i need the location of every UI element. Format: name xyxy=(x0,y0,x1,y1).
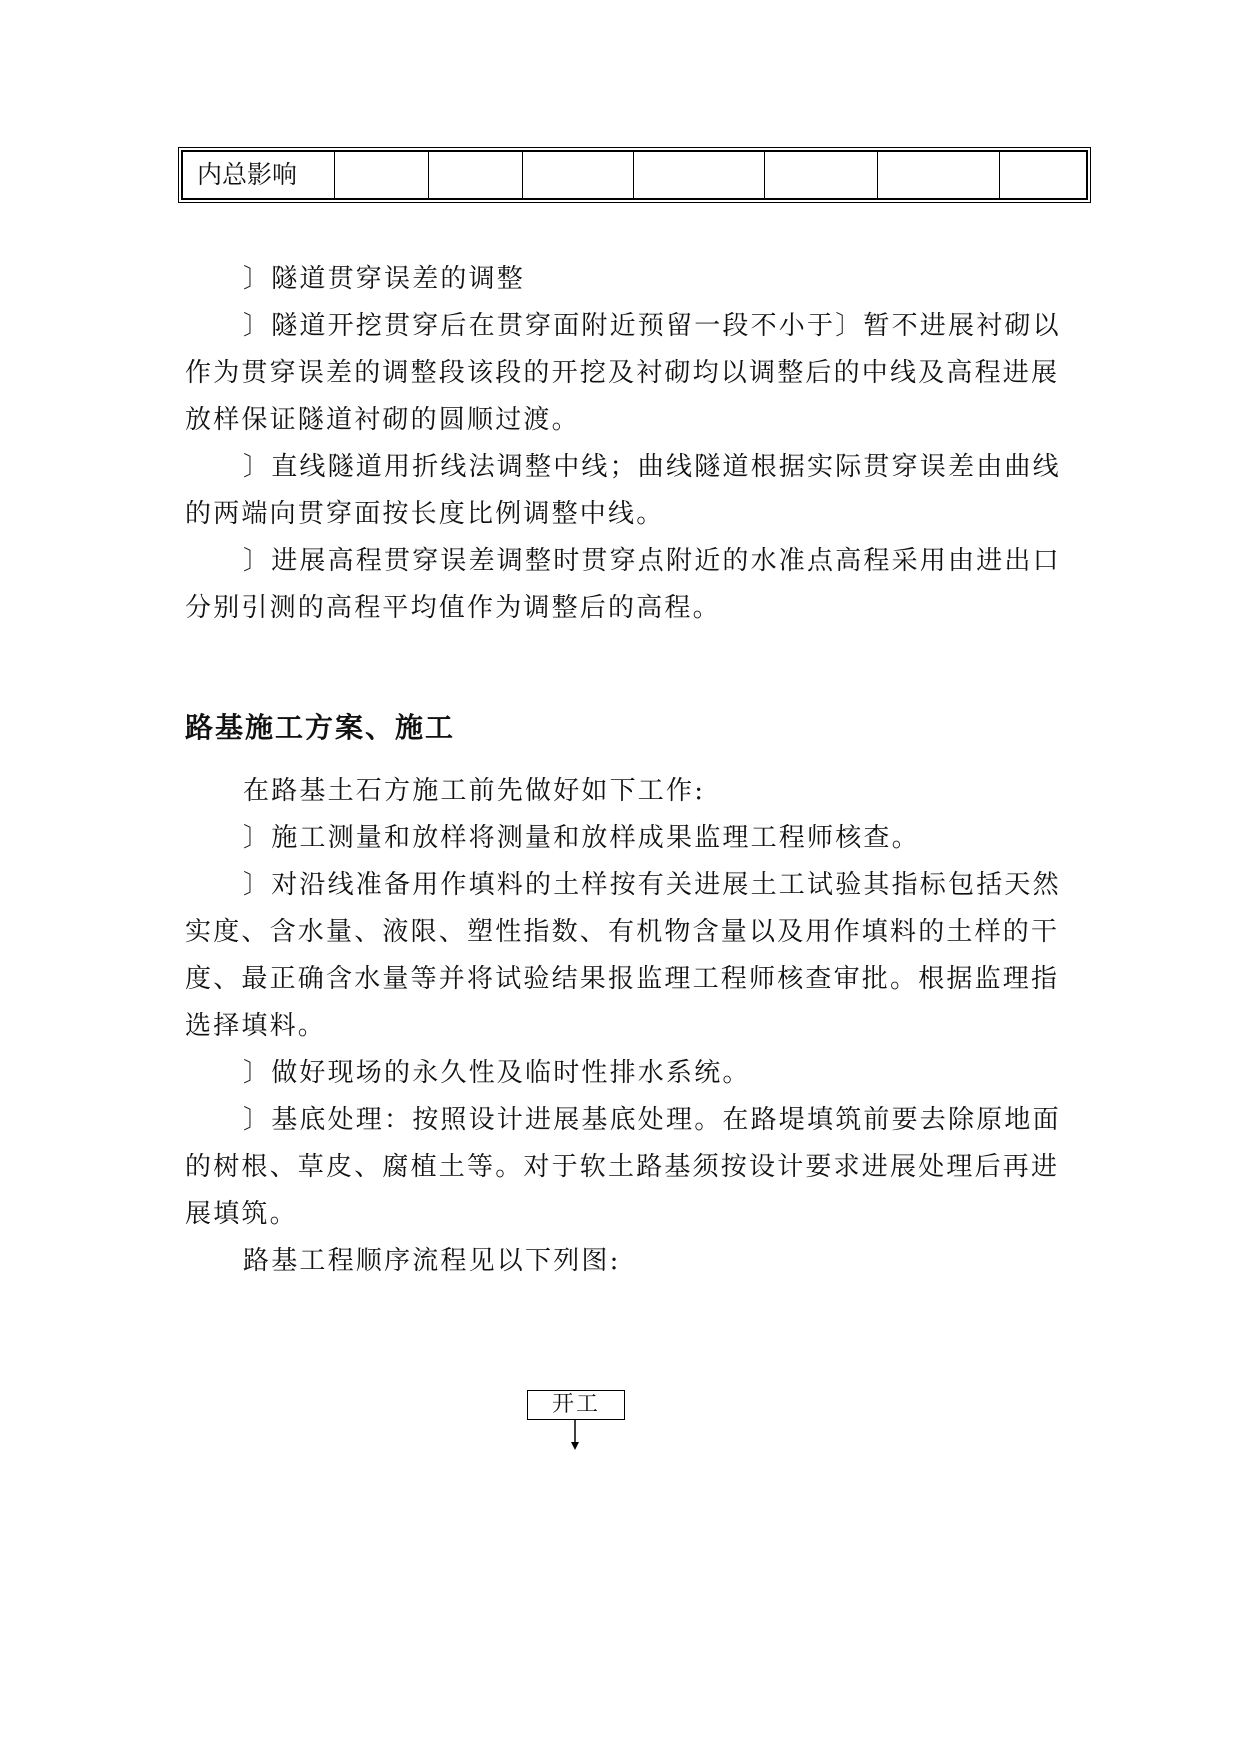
paragraph-line: 在路基土石方施工前先做好如下工作: xyxy=(243,776,706,806)
paragraph-line: 度、最正确含水量等并将试验结果报监理工程师核查审批。根据监理指 xyxy=(185,964,1060,994)
paragraph-line: 展填筑。 xyxy=(185,1199,298,1229)
paragraph-line: 〕隧道贯穿误差的调整 xyxy=(243,264,526,294)
paragraph-line: 的两端向贯穿面按长度比例调整中线。 xyxy=(185,499,665,529)
paragraph-line: 〕施工测量和放样将测量和放样成果监理工程师核查。 xyxy=(243,823,920,853)
table-row xyxy=(182,151,1087,199)
subgrade-construction-section xyxy=(185,768,1085,1285)
table-cell xyxy=(764,151,877,199)
flowchart-start-box: 开工 xyxy=(527,1390,625,1420)
table-cell xyxy=(522,151,633,199)
paragraph-line: 分别引测的高程平均值作为调整后的高程。 xyxy=(185,593,721,623)
table-cell xyxy=(633,151,764,199)
flowchart-down-arrow xyxy=(565,1420,585,1450)
table-cell xyxy=(999,151,1087,199)
paragraph-line: 〕直线隧道用折线法调整中线；曲线隧道根据实际贯穿误差由曲线 xyxy=(243,452,1061,482)
paragraph-line: 的树根、草皮、腐植土等。对于软土路基须按设计要求进展处理后再进 xyxy=(185,1152,1060,1182)
paragraph-line: 路基工程顺序流程见以下列图: xyxy=(243,1246,621,1276)
table-row-label: 内总影响 xyxy=(182,151,334,199)
paragraph-line: 实度、含水量、液限、塑性指数、有机物含量以及用作填料的土样的干 xyxy=(185,917,1060,947)
paragraph-line: 〕对沿线准备用作填料的土样按有关进展土工试验其指标包括天然 xyxy=(243,870,1061,900)
table-cell xyxy=(334,151,428,199)
paragraph-line: 放样保证隧道衬砌的圆顺过渡。 xyxy=(185,405,580,435)
section-heading: 路基施工方案、施工 xyxy=(185,711,456,744)
paragraph-line: 〕隧道开挖贯穿后在贯穿面附近预留一段不小于〕暂不进展衬砌以 xyxy=(243,311,1061,341)
paragraph-line: 〕进展高程贯穿误差调整时贯穿点附近的水准点高程采用由进出口 xyxy=(243,546,1061,576)
table-cell xyxy=(428,151,522,199)
paragraph-line: 〕基底处理：按照设计进展基底处理。在路堤填筑前要去除原地面 xyxy=(243,1105,1061,1135)
summary-table xyxy=(181,150,1088,200)
paragraph-line: 作为贯穿误差的调整段该段的开挖及衬砌均以调整后的中线及高程进展 xyxy=(185,358,1060,388)
paragraph-line: 选择填料。 xyxy=(185,1011,327,1041)
table-cell xyxy=(877,151,999,199)
tunnel-error-adjustment-section xyxy=(185,256,1085,632)
paragraph-line: 〕做好现场的永久性及临时性排水系统。 xyxy=(243,1058,751,1088)
